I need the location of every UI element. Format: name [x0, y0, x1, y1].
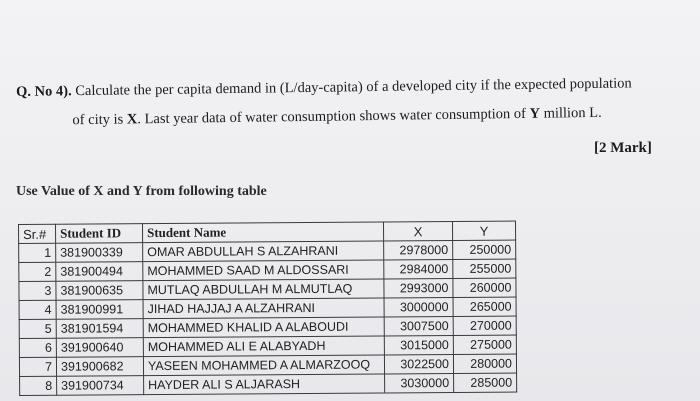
question-line-2-part-c: million L. — [539, 104, 602, 122]
question-text — [16, 76, 697, 128]
student-values-table-wrapper — [18, 221, 517, 396]
cell-student-name: MOHAMMED SAAD M ALDOSSARI — [143, 260, 384, 281]
cell-student-name: MUTLAQ ABDULLAH M ALMUTLAQ — [143, 279, 384, 300]
cell-student-name: MOHAMMED KHALID A ALABOUDI — [143, 317, 384, 338]
cell-sr: 1 — [19, 243, 56, 262]
cell-x: 3015000 — [384, 335, 453, 354]
header-y: Y — [452, 221, 515, 240]
cell-student-name: OMAR ABDULLAH S ALZAHRANI — [143, 241, 384, 262]
question-number: Q. No 4). — [15, 83, 72, 100]
cell-y: 260000 — [453, 278, 516, 297]
cell-sr: 5 — [19, 319, 56, 338]
cell-y: 250000 — [453, 240, 516, 259]
question-line-2-part-a: of city is — [72, 110, 127, 128]
cell-student-id: 391900640 — [56, 338, 143, 358]
cell-x: 3022500 — [384, 354, 453, 373]
header-student-id: Student ID — [56, 224, 143, 244]
instruction-variable-y: Y — [132, 184, 143, 199]
cell-student-id: 391900682 — [56, 357, 143, 377]
cell-sr: 7 — [19, 357, 56, 376]
cell-student-name: JIHAD HAJJAJ A ALZAHRANI — [143, 298, 384, 319]
student-values-table — [18, 221, 517, 396]
instruction-part-b: and — [103, 184, 133, 199]
cell-student-id: 381900339 — [56, 243, 143, 263]
cell-x: 3030000 — [385, 373, 454, 392]
question-line-2-part-b: . Last year data of water consumption shows water consumption of — [137, 105, 530, 127]
header-student-name: Student Name — [143, 222, 384, 243]
cell-student-id: 381901594 — [56, 319, 143, 339]
cell-sr: 6 — [19, 338, 56, 357]
cell-student-id: 381900494 — [56, 262, 143, 282]
cell-x: 2984000 — [384, 259, 453, 278]
cell-y: 285000 — [454, 373, 517, 392]
cell-y: 265000 — [453, 297, 516, 316]
marks-label: [2 Mark] — [594, 140, 652, 156]
cell-x: 2978000 — [384, 240, 453, 259]
cell-y: 270000 — [453, 316, 516, 335]
header-x: X — [383, 221, 452, 240]
question-line-1-text: Calculate the per capita demand in (L/day-capita) of a developed city if the expected population — [75, 75, 632, 100]
cell-y: 280000 — [453, 354, 516, 373]
cell-x: 3007500 — [384, 316, 453, 335]
cell-sr: 4 — [19, 300, 56, 319]
question-variable-y: Y — [529, 105, 541, 122]
cell-y: 255000 — [453, 259, 516, 278]
cell-sr: 3 — [19, 281, 56, 300]
instruction-part-a: Use Value of — [16, 184, 94, 199]
table-row — [20, 373, 517, 395]
cell-sr: 8 — [20, 376, 57, 395]
table-body — [19, 240, 517, 395]
instruction-text — [16, 184, 267, 200]
cell-sr: 2 — [19, 262, 56, 281]
cell-student-name: YASEEN MOHAMMED A ALMARZOOQ — [143, 355, 384, 376]
instruction-variable-x: X — [93, 184, 104, 199]
cell-student-id: 391900734 — [57, 376, 144, 396]
cell-student-id: 381900635 — [56, 281, 143, 301]
cell-student-name: HAYDER ALI S ALJARASH — [144, 374, 385, 395]
header-sr: Sr.# — [19, 224, 56, 243]
cell-x: 3000000 — [384, 297, 453, 316]
question-variable-x: X — [126, 110, 138, 127]
question-line-2 — [72, 104, 696, 127]
question-line-1 — [16, 76, 696, 100]
cell-student-name: MOHAMMED ALI E ALABYADH — [143, 336, 384, 357]
cell-x: 2993000 — [384, 278, 453, 297]
cell-y: 275000 — [453, 335, 516, 354]
cell-student-id: 381900991 — [56, 300, 143, 320]
instruction-part-c: from following table — [142, 184, 267, 199]
